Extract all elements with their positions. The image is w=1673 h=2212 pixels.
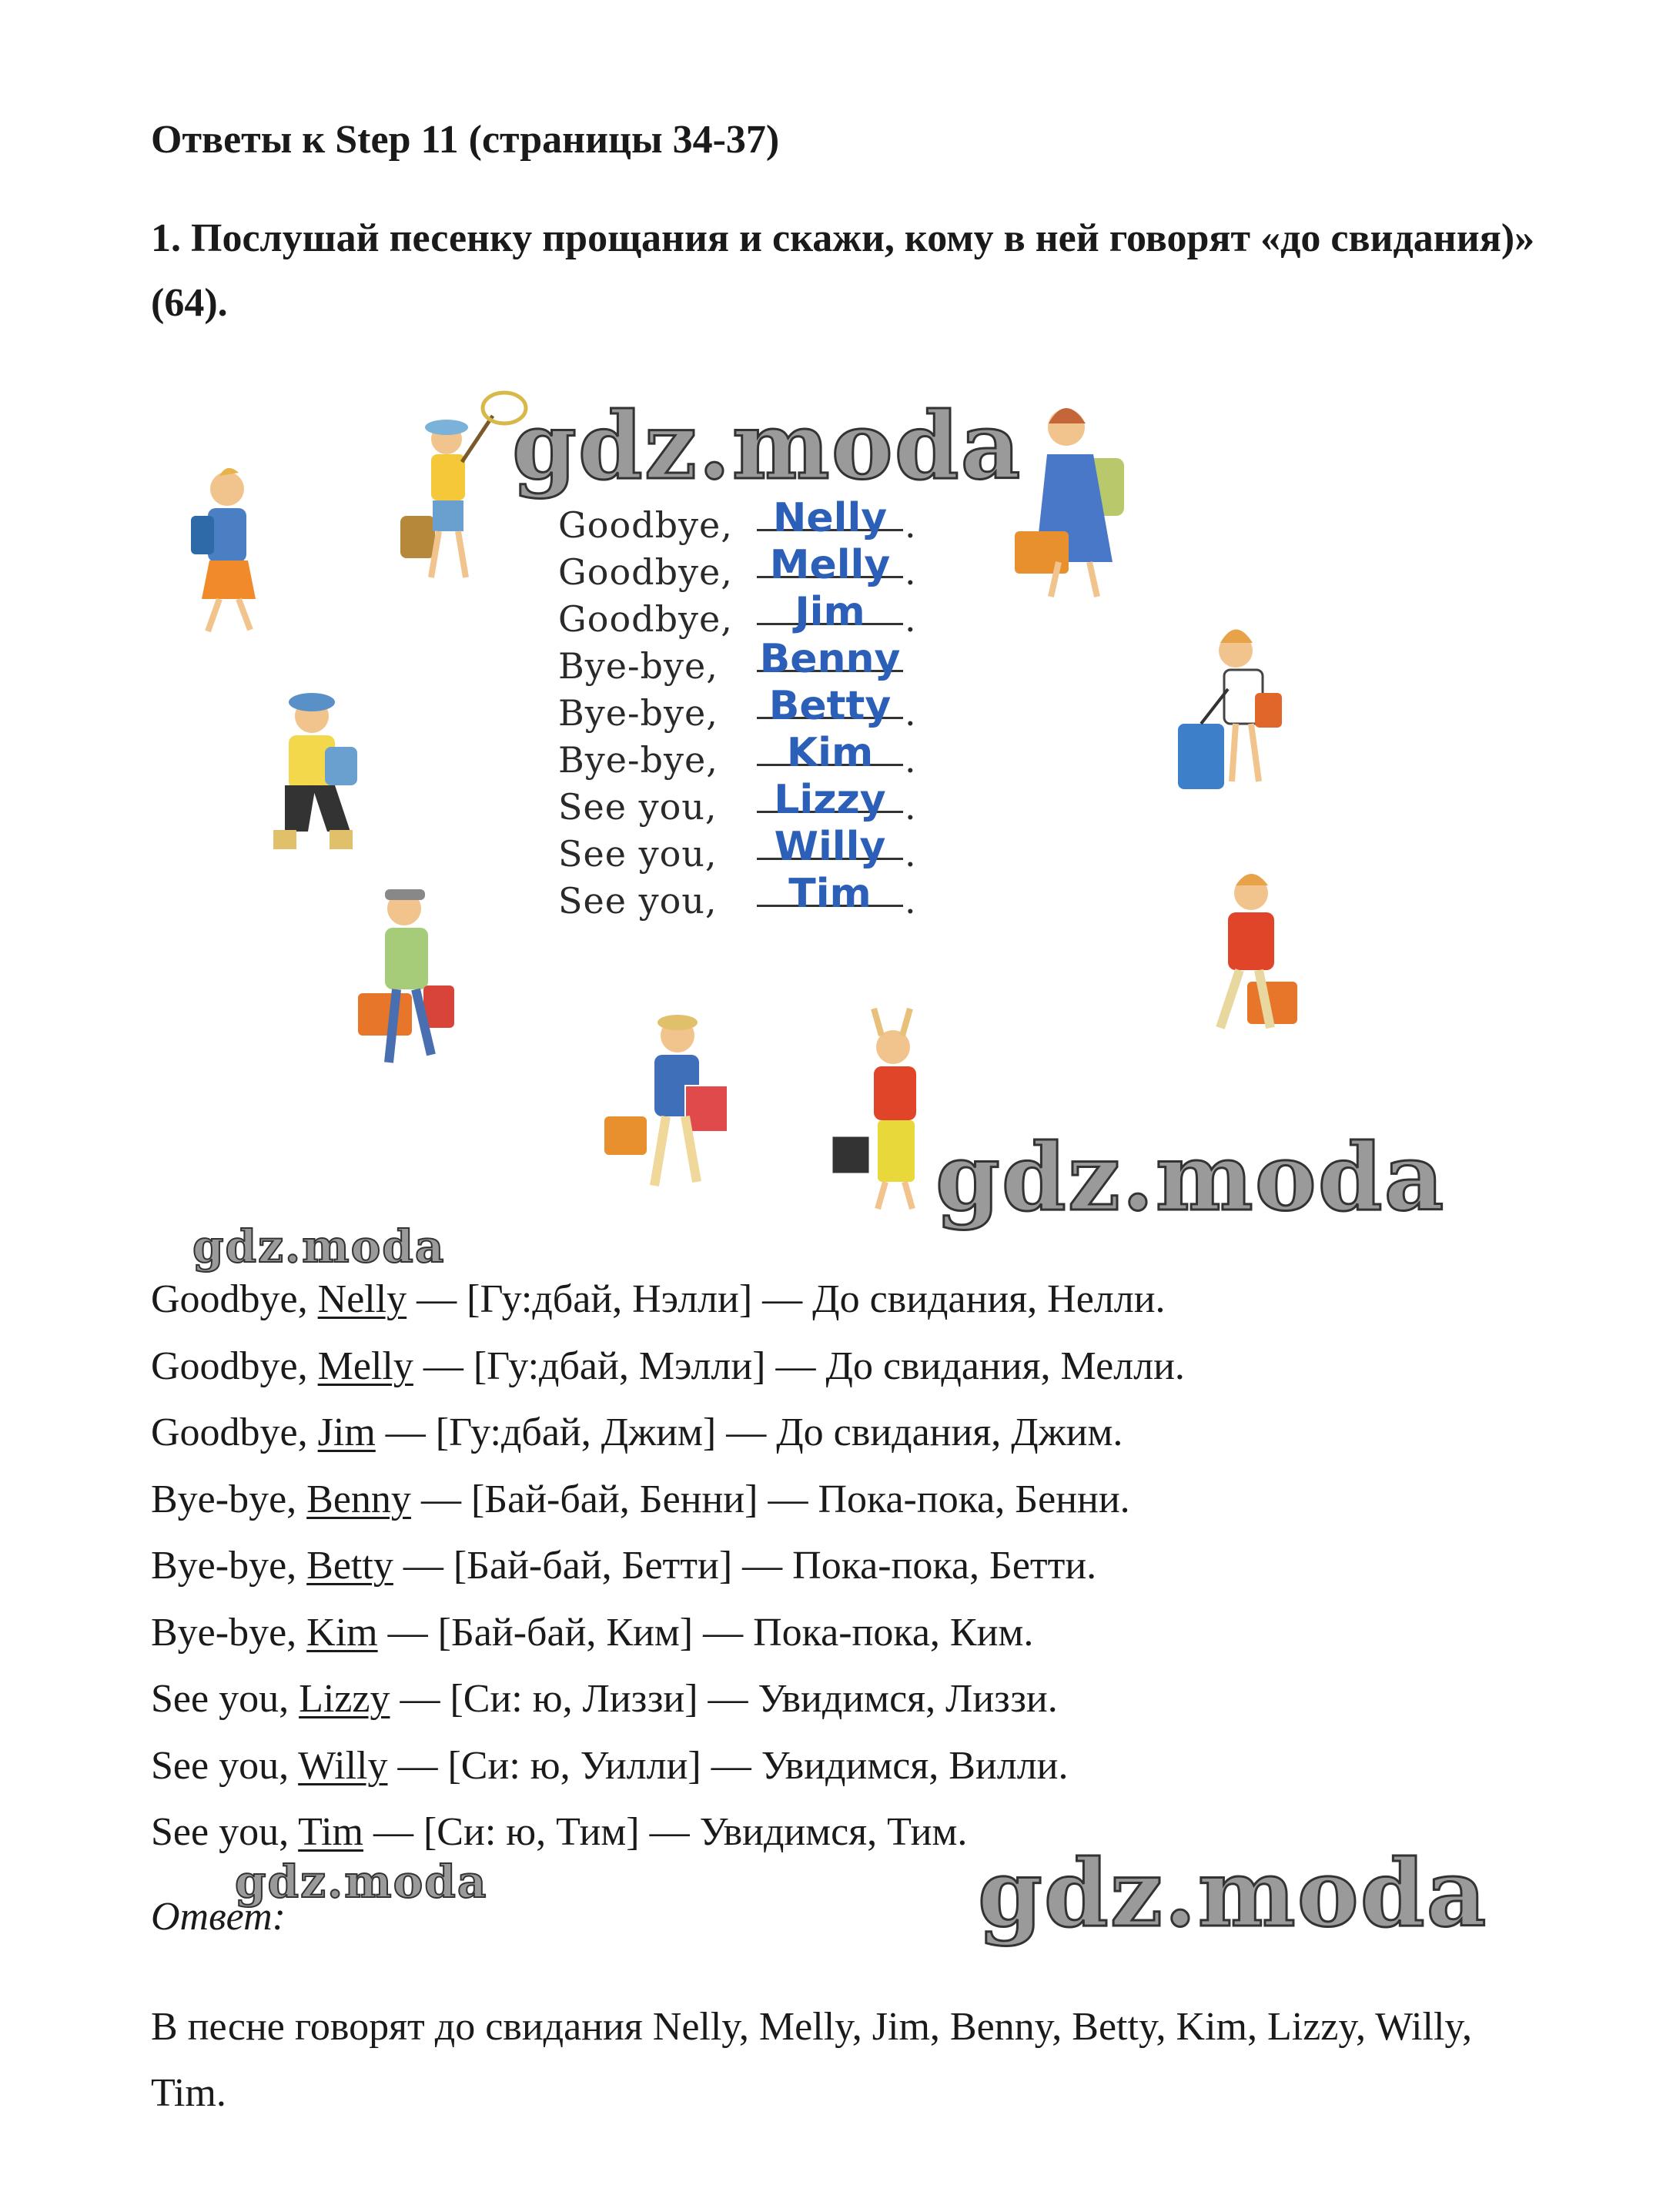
child-figure	[1178, 630, 1282, 790]
song-greeting: See you,	[558, 786, 718, 828]
handwritten-name: Kim	[786, 730, 874, 776]
handwritten-name: Jim	[795, 589, 865, 635]
translation-line: Bye-bye, Betty — [Бай-бай, Бетти] — Пока-пока, Бетти.	[151, 1544, 1097, 1588]
child-figure	[358, 889, 454, 1062]
period: .	[905, 739, 916, 781]
song-exercise	[558, 495, 916, 922]
child-figure	[831, 1009, 916, 1209]
child-figure	[1220, 874, 1297, 1028]
child-figure	[400, 393, 526, 577]
answer-label: Ответ:	[151, 1895, 286, 1939]
song-line	[558, 589, 916, 640]
handwritten-name: Benny	[759, 636, 901, 682]
name-underlined: Tim	[298, 1810, 363, 1854]
watermark: gdz.moda	[512, 392, 1022, 500]
song-line	[558, 542, 916, 593]
song-line	[558, 777, 916, 828]
translation-line: See you, Willy — [Си: ю, Уилли] — Увидимся, Вилли.	[151, 1743, 1069, 1788]
song-greeting: Goodbye,	[558, 551, 733, 593]
song-line	[558, 730, 916, 781]
translation-list	[151, 1267, 1537, 1866]
song-line	[558, 824, 916, 875]
translation-line: See you, Lizzy — [Си: ю, Лиззи] — Увидимся, Лиззи.	[151, 1677, 1058, 1721]
period: .	[905, 504, 916, 546]
child-figure	[604, 1015, 728, 1186]
period: .	[905, 598, 916, 640]
handwritten-name: Betty	[768, 683, 892, 729]
translation-line: Goodbye, Jim — [Гу:дбай, Джим] — До свидания, Джим.	[151, 1411, 1123, 1454]
song-greeting: Bye-bye,	[558, 692, 718, 734]
song-line	[558, 871, 916, 922]
handwritten-name: Melly	[769, 542, 891, 588]
period: .	[905, 692, 916, 734]
song-line	[558, 683, 916, 734]
translation-line: Goodbye, Melly — [Гу:дбай, Мэлли] — До свидания, Мелли.	[151, 1344, 1185, 1388]
name-underlined: Lizzy	[299, 1677, 390, 1721]
name-underlined: Jim	[317, 1411, 376, 1454]
translation-line: Goodbye, Nelly — [Гу:дбай, Нэлли] — До свидания, Нелли.	[151, 1277, 1166, 1321]
answer-text: В песне говорят до свидания Nelly, Melly, Jim, Benny, Betty, Kim, Lizzy, Willy, Tim.	[151, 2005, 1473, 2115]
name-underlined: Willy	[298, 1743, 388, 1788]
handwritten-name: Lizzy	[774, 777, 886, 823]
name-underlined: Kim	[306, 1610, 378, 1655]
child-figure	[191, 468, 256, 631]
period: .	[905, 786, 916, 828]
handwritten-name: Nelly	[772, 495, 888, 541]
handwritten-name: Willy	[774, 824, 886, 870]
watermark: gdz.moda	[978, 1839, 1488, 1948]
task-heading: 1. Послушай песенку прощания и скажи, кому в ней говорят «до свидания)» (64).	[151, 216, 1535, 325]
song-greeting: Bye-bye,	[558, 739, 718, 781]
page-title: Ответы к Step 11 (страницы 34-37)	[151, 118, 780, 162]
period: .	[905, 880, 916, 922]
translation-line: Bye-bye, Kim — [Бай-бай, Ким] — Пока-пока, Ким.	[151, 1610, 1034, 1655]
period: .	[905, 833, 916, 875]
translation-line: Bye-bye, Benny — [Бай-бай, Бенни] — Пока-пока, Бенни.	[151, 1477, 1130, 1521]
song-greeting: Goodbye,	[558, 598, 733, 640]
name-underlined: Nelly	[317, 1277, 407, 1321]
name-underlined: Benny	[306, 1477, 411, 1521]
translation-line: See you, Tim — [Си: ю, Тим] — Увидимся, Тим.	[151, 1810, 968, 1854]
song-line	[558, 636, 912, 687]
name-underlined: Melly	[317, 1344, 413, 1388]
watermark: gdz.moda	[235, 1856, 488, 1908]
song-line	[558, 495, 916, 546]
song-greeting: Bye-bye,	[558, 645, 718, 687]
watermark: gdz.moda	[935, 1123, 1446, 1232]
watermark: gdz.moda	[192, 1220, 446, 1273]
song-greeting: Goodbye,	[558, 504, 733, 546]
child-figure	[1015, 408, 1124, 597]
song-greeting: See you,	[558, 833, 718, 875]
song-greeting: See you,	[558, 880, 718, 922]
song-illustration	[154, 385, 1463, 1232]
child-figure	[273, 693, 357, 849]
period: .	[905, 551, 916, 593]
handwritten-name: Tim	[788, 871, 872, 917]
name-underlined: Betty	[306, 1544, 393, 1588]
